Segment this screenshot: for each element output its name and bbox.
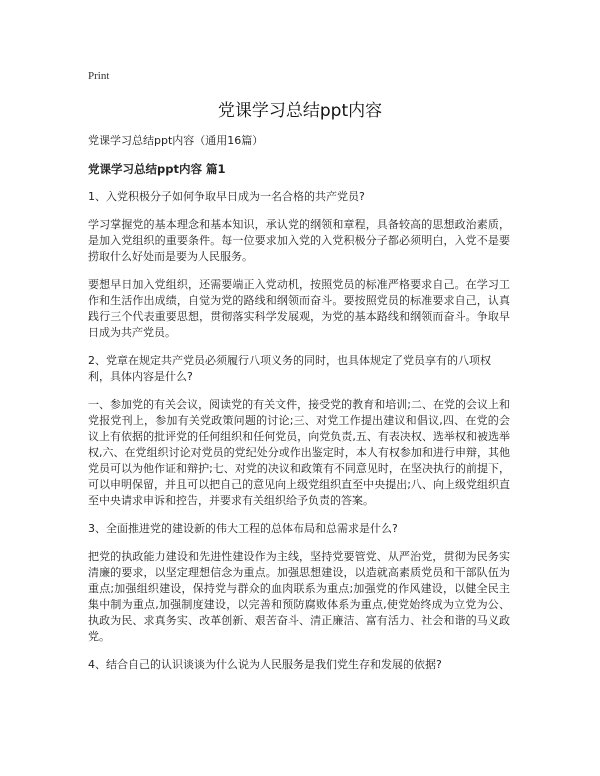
paragraph-4: 把党的执政能力建设和先进性建设作为主线，坚持党要管党、从严治党，贯彻为民务实清廉的要求，以坚定理想信念为重点。加强思想建设，以造就高素质党员和干部队伍为重点;加强组织建设，保持党与群众的血肉联系为重点;加强党的作风建设，以健全民主集中制为重点,加强制度建设，以完善和预防腐败体系为重点,使党始终成为立党为公、执政为民、求真务实、改革创新、艰苦奋斗、清正廉洁、富有活力、社会和谐的马义政党。: [88, 550, 510, 643]
question-4: 4、结合自己的认识谈谈为什么说为人民服务是我们党生存和发展的依据?: [88, 658, 442, 671]
paragraph-3: 一、参加党的有关会议，阅读党的有关文件，接受党的教育和培训;二、在党的会议上和党报党刊上，参加有关党政策问题的讨论;三、对党工作提出建议和倡议,四、在党的会议上有依据的批评党的任何组织和任何党员，向党负责,五、有表决权、选举权和被选举权,六、在党组织讨论对党员的党纪处分或作出鉴定时，本人有权参加和进行申辩，其他党员可以为他作证和辩护;七、对党的决议和政策有不同意见时，在坚决执行的前提下，可以申明保留，并且可以把自己的意见向上级党组织直至中央提出;八、向上级党组织直至中央请求申诉和控告，并要求有关组织给予负责的答案。: [88, 398, 510, 507]
paragraph-1: 学习掌握党的基本理念和基本知识，承认党的纲领和章程，具备较高的思想政治素质，是加入党组织的重要条件。每一位要求加入党的入党积极分子都必须明白，入党不是要捞取什么好处而是要为人民服务。: [88, 218, 510, 263]
paragraph-2: 要想早日加入党组织，还需要端正入党动机，按照党员的标准严格要求自己。在学习工作和生活作出成绩，自觉为党的路线和纲领而奋斗。要按照党员的标准要求自己，认真践行三个代表重要思想，贯彻落实科学发展观，为党的基本路线和纲领而奋斗。争取早日成为共产党员。: [88, 278, 510, 339]
question-1: 1、入党积极分子如何争取早日成为一名合格的共产党员?: [88, 190, 365, 203]
question-2: 2、党章在规定共产党员必须履行八项义务的同时，也具体规定了党员享有的八项权利，具体内容是什么?: [88, 354, 491, 383]
document-subtitle: 党课学习总结ppt内容（通用16篇）: [88, 134, 264, 147]
question-3: 3、全面推进党的建设新的伟大工程的总体布局和总需求是什么?: [88, 522, 398, 535]
print-label[interactable]: Print: [88, 70, 110, 82]
document-body: [88, 133, 510, 685]
section-heading: 党课学习总结ppt内容 篇1: [88, 162, 226, 176]
page-title: 党课学习总结ppt内容: [217, 101, 383, 121]
